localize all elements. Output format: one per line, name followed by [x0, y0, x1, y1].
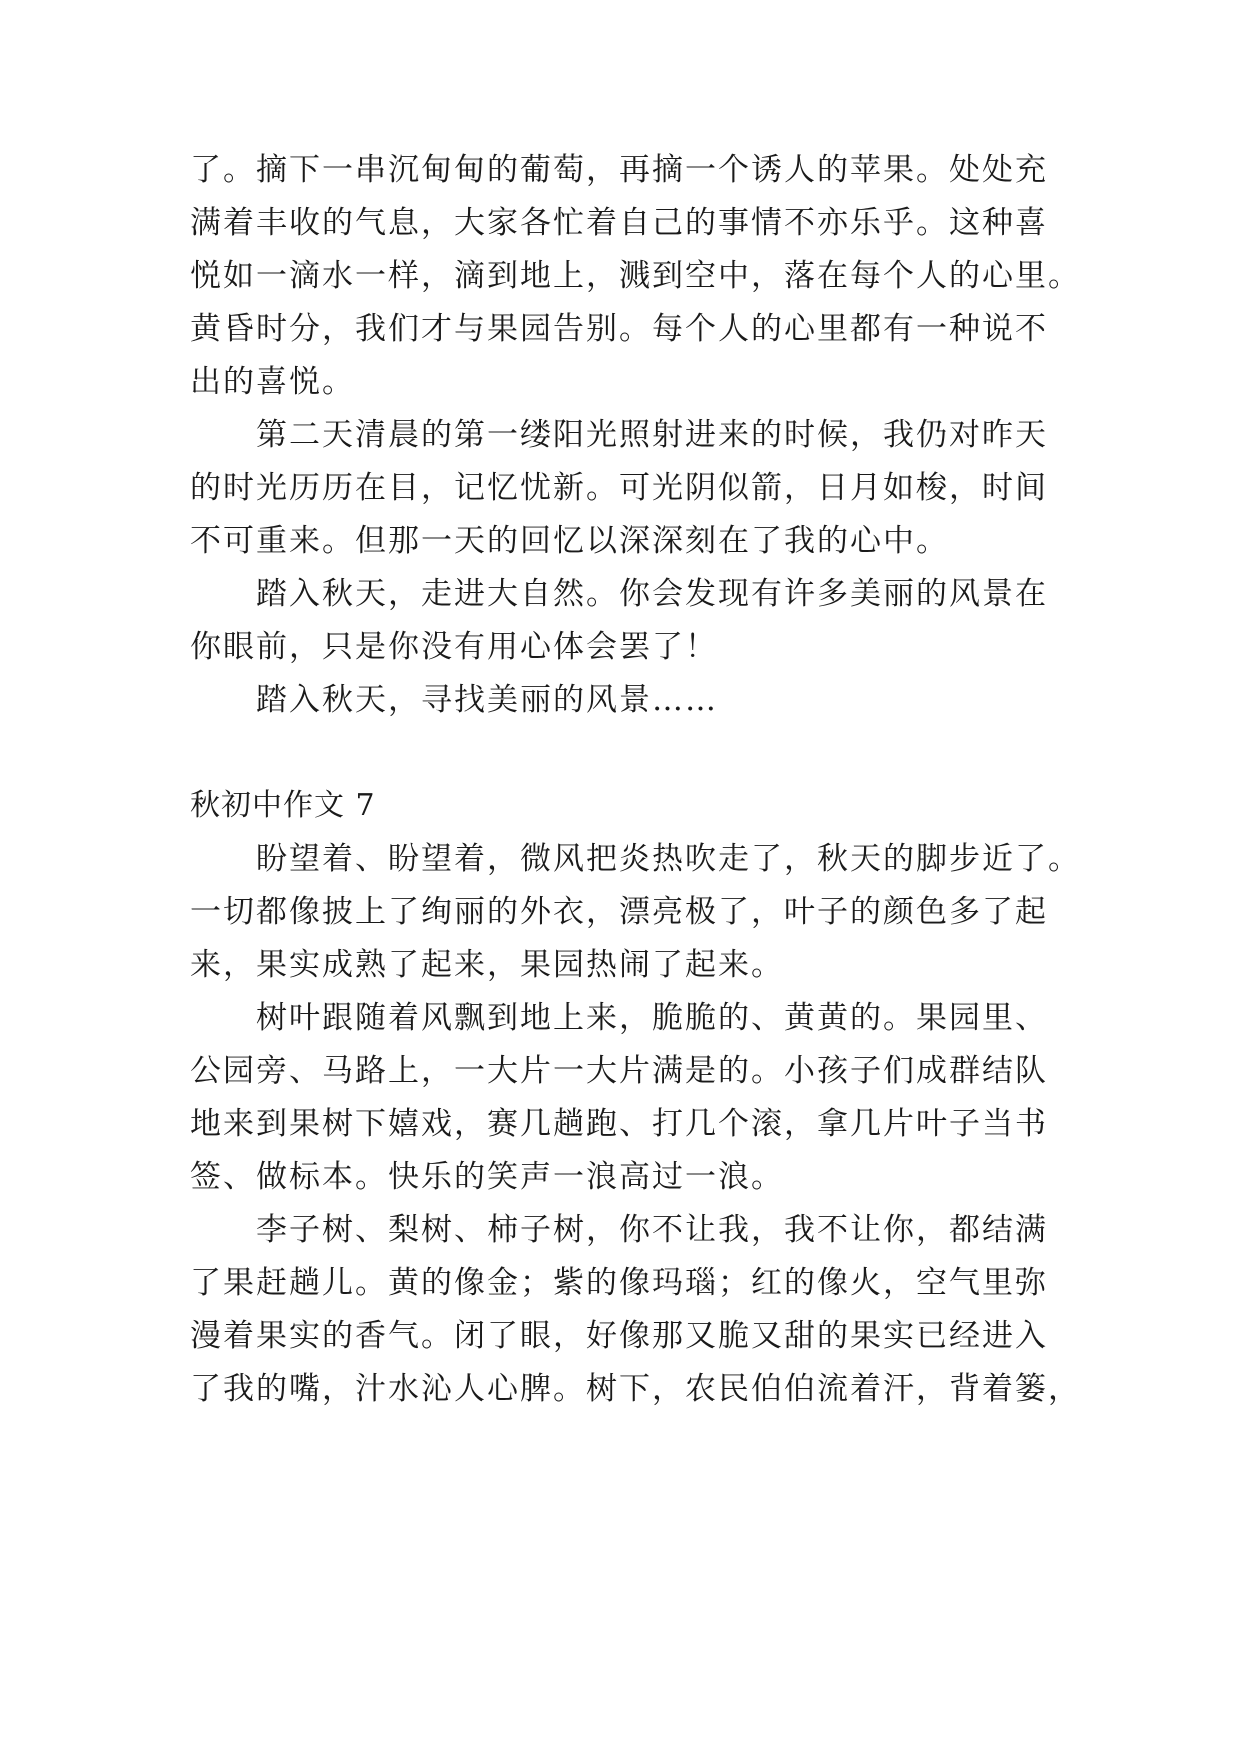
paragraph-line: 漫着果实的香气。闭了眼，好像那又脆又甜的果实已经进入: [190, 1318, 1048, 1354]
essay-title: 秋初中作文 7: [190, 788, 376, 823]
paragraph-line: 树叶跟随着风飘到地上来，脆脆的、黄黄的。果园里、: [256, 1000, 1048, 1036]
paragraph-line: 踏入秋天，走进大自然。你会发现有许多美丽的风景在: [256, 576, 1048, 612]
paragraph-line: 了。摘下一串沉甸甸的葡萄，再摘一个诱人的苹果。处处充: [190, 152, 1048, 188]
paragraph-line: 黄昏时分，我们才与果园告别。每个人的心里都有一种说不: [190, 311, 1048, 347]
paragraph-line: 李子树、梨树、柿子树，你不让我，我不让你，都结满: [256, 1212, 1048, 1248]
paragraph-line: 满着丰收的气息，大家各忙着自己的事情不亦乐乎。这种喜: [190, 205, 1048, 241]
paragraph-line: 踏入秋天，寻找美丽的风景……: [256, 682, 718, 718]
paragraph-line: 地来到果树下嬉戏，赛几趟跑、打几个滚，拿几片叶子当书: [190, 1106, 1048, 1142]
paragraph-line: 了果赶趟儿。黄的像金；紫的像玛瑙；红的像火，空气里弥: [190, 1265, 1048, 1301]
paragraph-line: 不可重来。但那一天的回忆以深深刻在了我的心中。: [190, 523, 949, 559]
paragraph-line: 签、做标本。快乐的笑声一浪高过一浪。: [190, 1159, 784, 1195]
paragraph-line: 的时光历历在目，记忆忧新。可光阴似箭，日月如梭，时间: [190, 470, 1048, 506]
paragraph-line: 了我的嘴，汁水沁人心脾。树下，农民伯伯流着汗，背着篓，: [190, 1371, 1081, 1407]
paragraph-line: 公园旁、马路上，一大片一大片满是的。小孩子们成群结队: [190, 1053, 1048, 1089]
paragraph-line: 出的喜悦。: [190, 364, 355, 400]
paragraph-line: 来，果实成熟了起来，果园热闹了起来。: [190, 947, 784, 983]
paragraph-line: 悦如一滴水一样，滴到地上，溅到空中，落在每个人的心里。: [190, 258, 1081, 294]
paragraph-line: 你眼前，只是你没有用心体会罢了！: [190, 629, 718, 665]
paragraph-line: 盼望着、盼望着，微风把炎热吹走了，秋天的脚步近了。: [256, 841, 1081, 877]
paragraph-line: 一切都像披上了绚丽的外衣，漂亮极了，叶子的颜色多了起: [190, 894, 1048, 930]
paragraph-line: 第二天清晨的第一缕阳光照射进来的时候，我仍对昨天: [256, 417, 1048, 453]
